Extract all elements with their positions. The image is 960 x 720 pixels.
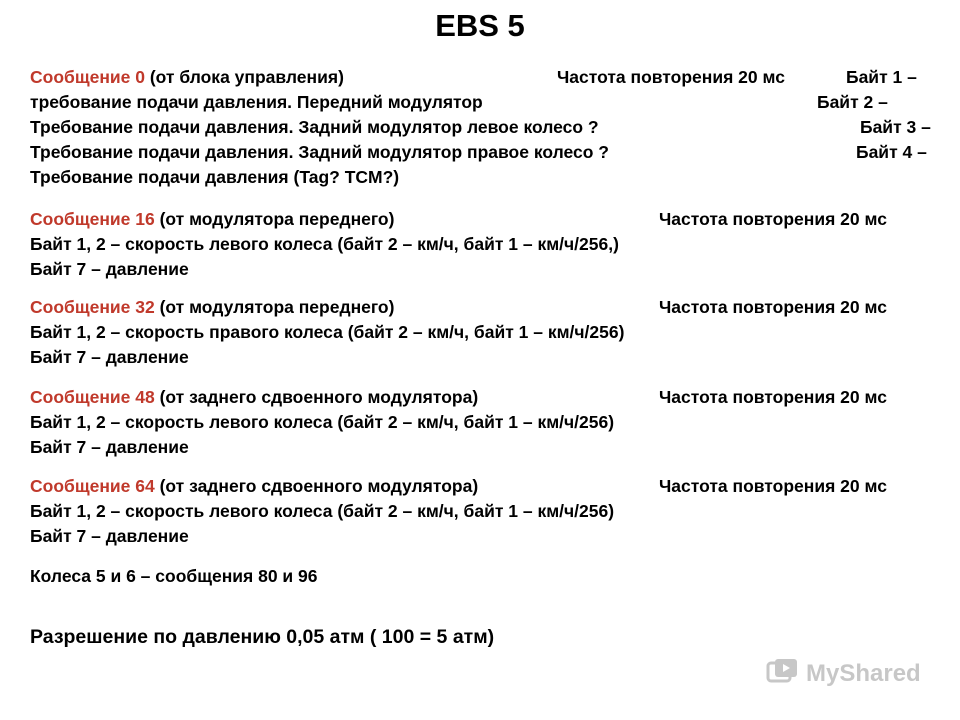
msg0-byte4-tag: Байт 4 –	[856, 142, 927, 162]
msg0-line2	[30, 90, 940, 114]
msg0-line4	[30, 140, 940, 164]
msg32-header	[30, 295, 940, 319]
msg48-line3-text: Байт 7 – давление	[30, 437, 189, 457]
msg0-line5	[30, 165, 940, 189]
msg0-header	[30, 65, 940, 89]
msg64-header	[30, 474, 940, 498]
msg64-line3-text: Байт 7 – давление	[30, 526, 189, 546]
msg16-line2	[30, 232, 940, 256]
msg48-line2-text: Байт 1, 2 – скорость левого колеса (байт 2 – км/ч, байт 1 – км/ч/256)	[30, 412, 615, 432]
msg0-line2-text: требование подачи давления. Передний модулятор	[30, 92, 483, 112]
msg48-line3	[30, 435, 940, 459]
msg64-frequency: Частота повторения 20 мс	[659, 476, 887, 496]
msg16-line2-text: Байт 1, 2 – скорость левого колеса (байт 2 – км/ч, байт 1 – км/ч/256,)	[30, 234, 619, 254]
msg32-line3-text: Байт 7 – давление	[30, 347, 189, 367]
msg64-source: (от заднего сдвоенного модулятора)	[154, 476, 479, 496]
msg16-line3-text: Байт 7 – давление	[30, 259, 189, 279]
msg48-frequency: Частота повторения 20 мс	[659, 387, 887, 407]
msg0-label: Сообщение 0	[30, 67, 145, 87]
myshared-logo	[766, 656, 921, 692]
myshared-logo-icon	[766, 657, 800, 692]
msg0-line3-text: Требование подачи давления. Задний модулятор левое колесо ?	[30, 117, 599, 137]
msg48-label: Сообщение 48	[30, 387, 155, 407]
msg0-line3	[30, 115, 940, 139]
msg64-line2-text: Байт 1, 2 – скорость левого колеса (байт 2 – км/ч, байт 1 – км/ч/256)	[30, 501, 615, 521]
msg16-source: (от модулятора переднего)	[154, 209, 395, 229]
myshared-logo-text: MyShared	[806, 660, 921, 687]
msg32-line2	[30, 320, 940, 344]
wheels-note-text: Колеса 5 и 6 – сообщения 80 и 96	[30, 566, 318, 586]
msg32-line3	[30, 345, 940, 369]
msg0-byte3-tag: Байт 3 –	[860, 117, 931, 137]
msg32-label: Сообщение 32	[30, 297, 155, 317]
msg32-source: (от модулятора переднего)	[154, 297, 395, 317]
msg0-frequency: Частота повторения 20 мс	[557, 67, 785, 87]
msg0-byte2-tag: Байт 2 –	[817, 92, 888, 112]
msg0-line5-text: Требование подачи давления (Tag? TCM?)	[30, 167, 400, 187]
msg16-frequency: Частота повторения 20 мс	[659, 209, 887, 229]
msg64-line2	[30, 499, 940, 523]
msg32-line2-text: Байт 1, 2 – скорость правого колеса (байт 2 – км/ч, байт 1 – км/ч/256)	[30, 322, 625, 342]
msg16-label: Сообщение 16	[30, 209, 155, 229]
page-title: EBS 5	[435, 8, 525, 43]
msg16-header	[30, 207, 940, 231]
msg48-header	[30, 385, 940, 409]
msg48-line2	[30, 410, 940, 434]
msg64-line3	[30, 524, 940, 548]
msg16-line3	[30, 257, 940, 281]
resolution-note: Разрешение по давлению 0,05 атм ( 100 = 5 атм)	[30, 626, 495, 648]
msg0-line4-text: Требование подачи давления. Задний модулятор правое колесо ?	[30, 142, 609, 162]
wheels-note	[30, 564, 940, 588]
msg48-source: (от заднего сдвоенного модулятора)	[154, 387, 479, 407]
msg64-label: Сообщение 64	[30, 476, 155, 496]
msg32-frequency: Частота повторения 20 мс	[659, 297, 887, 317]
msg0-byte1-tag: Байт 1 –	[846, 67, 917, 87]
msg0-source: (от блока управления)	[144, 67, 344, 87]
